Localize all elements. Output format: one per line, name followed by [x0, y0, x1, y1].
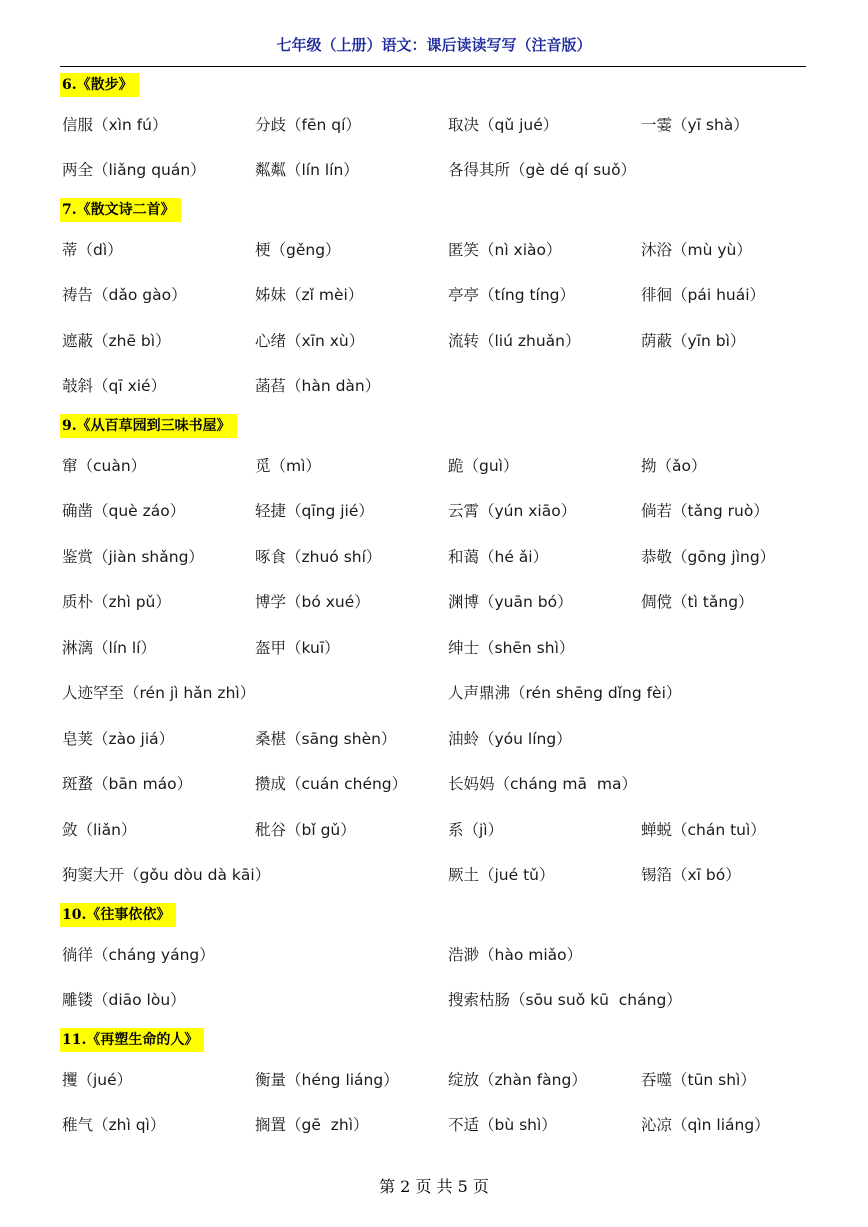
vocab-item: 攒成（cuán chéng）	[255, 775, 408, 793]
vocab-item: 盔甲（kuī）	[255, 639, 340, 657]
vocab-item: 心绪（xīn xù）	[255, 332, 365, 350]
vocab-item: 取决（qǔ jué）	[448, 116, 559, 134]
vocab-item: 流转（liú zhuǎn）	[448, 332, 581, 350]
vocab-item: 厥土（jué tǔ）	[448, 866, 555, 884]
vocab-item: 攫（jué）	[62, 1071, 133, 1089]
vocab-item: 倘若（tǎng ruò）	[641, 502, 769, 520]
section-title-6: 6.《散步》	[60, 73, 139, 97]
vocab-item: 敛（liǎn）	[62, 821, 137, 839]
vocab-item: 沐浴（mù yù）	[641, 241, 752, 259]
vocab-item: 恭敬（gōng jìng）	[641, 548, 776, 566]
vocab-item: 雕镂（diāo lòu）	[62, 991, 186, 1009]
vocab-item: 和蔼（hé ǎi）	[448, 548, 549, 566]
document-header-title: 七年级（上册）语文：课后读读写写（注音版）	[276, 36, 592, 54]
vocab-item: 觅（mì）	[255, 457, 321, 475]
vocab-item: 搁置（gē zhì）	[255, 1116, 369, 1134]
vocab-item: 油蛉（yóu líng）	[448, 730, 572, 748]
vocab-item: 攲斜（qī xié）	[62, 377, 167, 395]
vocab-item: 锡箔（xī bó）	[641, 866, 741, 884]
vocab-item: 长妈妈（cháng mā ma）	[448, 775, 637, 793]
page-number: 第 2 页 共 5 页	[379, 1177, 489, 1196]
section-title-11: 11.《再塑生命的人》	[60, 1028, 204, 1052]
vocab-item: 两全（liǎng quán）	[62, 161, 206, 179]
vocab-item: 蝉蜕（chán tuì）	[641, 821, 766, 839]
vocab-item: 窜（cuàn）	[62, 457, 147, 475]
vocab-item: 一霎（yī shà）	[641, 116, 749, 134]
section-title-9: 9.《从百草园到三味书屋》	[60, 414, 237, 438]
vocab-item: 搜索枯肠（sōu suǒ kū cháng）	[448, 991, 682, 1009]
vocab-item: 人声鼎沸（rén shēng dǐng fèi）	[448, 684, 682, 702]
header-divider	[60, 66, 806, 67]
vocab-item: 梗（gěng）	[255, 241, 341, 259]
vocab-item: 淋漓（lín lí）	[62, 639, 156, 657]
vocab-item: 衡量（héng liáng）	[255, 1071, 399, 1089]
vocab-item: 云霄（yún xiāo）	[448, 502, 577, 520]
vocab-item: 沁凉（qìn liáng）	[641, 1116, 770, 1134]
vocab-item: 鉴赏（jiàn shǎng）	[62, 548, 204, 566]
vocab-item: 斑蝥（bān máo）	[62, 775, 193, 793]
vocab-item: 秕谷（bǐ gǔ）	[255, 821, 356, 839]
vocab-item: 皂荚（zào jiá）	[62, 730, 175, 748]
vocab-item: 遮蔽（zhē bì）	[62, 332, 171, 350]
vocab-item: 吞噬（tūn shì）	[641, 1071, 756, 1089]
vocab-item: 姊妹（zǐ mèi）	[255, 286, 364, 304]
vocab-item: 绽放（zhàn fàng）	[448, 1071, 587, 1089]
vocab-item: 啄食（zhuó shí）	[255, 548, 382, 566]
vocab-item: 狗窦大开（gǒu dòu dà kāi）	[62, 866, 271, 884]
vocab-item: 渊博（yuān bó）	[448, 593, 573, 611]
vocab-item: 祷告（dǎo gào）	[62, 286, 187, 304]
vocab-item: 匿笑（nì xiào）	[448, 241, 562, 259]
vocab-item: 信服（xìn fú）	[62, 116, 168, 134]
section-title-7: 7.《散文诗二首》	[60, 198, 181, 222]
vocab-item: 分歧（fēn qí）	[255, 116, 361, 134]
section-title-10: 10.《往事依依》	[60, 903, 176, 927]
vocab-item: 桑椹（sāng shèn）	[255, 730, 397, 748]
vocab-item: 稚气（zhì qì）	[62, 1116, 166, 1134]
vocab-item: 跪（guì）	[448, 457, 519, 475]
vocab-item: 质朴（zhì pǔ）	[62, 593, 171, 611]
vocab-item: 系（jì）	[448, 821, 504, 839]
vocab-item: 确凿（què záo）	[62, 502, 186, 520]
vocab-item: 浩渺（hào miǎo）	[448, 946, 583, 964]
vocab-item: 菡萏（hàn dàn）	[255, 377, 381, 395]
vocab-item: 拗（ǎo）	[641, 457, 707, 475]
vocab-item: 亭亭（tíng tíng）	[448, 286, 576, 304]
vocab-item: 荫蔽（yīn bì）	[641, 332, 746, 350]
vocab-item: 徜徉（cháng yáng）	[62, 946, 215, 964]
vocab-item: 倜傥（tì tǎng）	[641, 593, 754, 611]
vocab-item: 徘徊（pái huái）	[641, 286, 766, 304]
vocab-item: 粼粼（lín lín）	[255, 161, 359, 179]
vocab-item: 绅士（shēn shì）	[448, 639, 575, 657]
vocab-item: 不适（bù shì）	[448, 1116, 557, 1134]
vocab-item: 人迹罕至（rén jì hǎn zhì）	[62, 684, 256, 702]
vocab-item: 轻捷（qīng jié）	[255, 502, 374, 520]
vocab-item: 博学（bó xué）	[255, 593, 370, 611]
vocab-item: 蒂（dì）	[62, 241, 123, 259]
vocab-item: 各得其所（gè dé qí suǒ）	[448, 161, 637, 179]
